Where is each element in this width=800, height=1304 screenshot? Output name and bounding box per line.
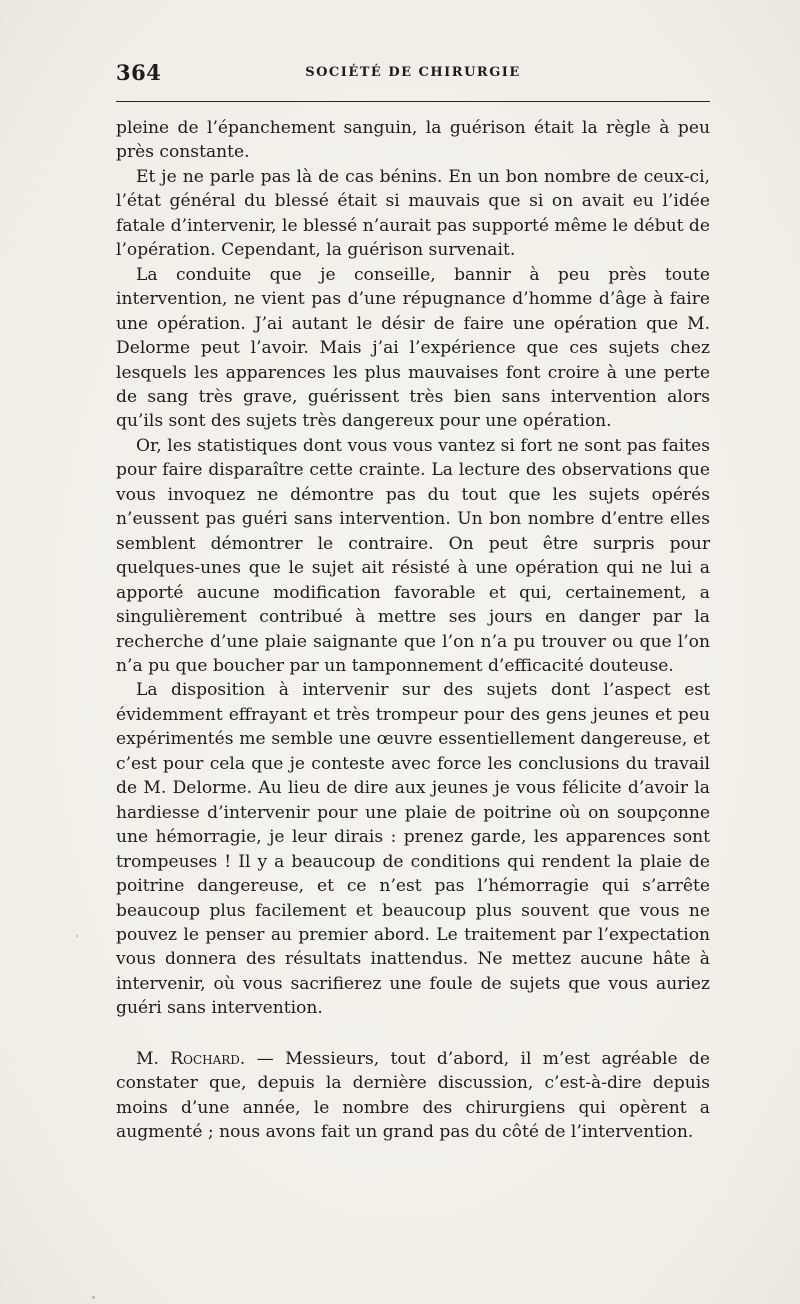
page-header: [116, 60, 710, 94]
speaker-name: M. Rochard.: [136, 1048, 246, 1069]
paragraph-5: La disposition à intervenir sur des sujets dont l’aspect est évidemment effrayant et très trompeur pour des gens jeunes et peu expérimentés me semble une œuvre essentiellement dangereuse, et c’est pour cela que je conteste avec force les conclusions du travail de M. Delorme. Au lieu de dire aux jeunes je vous félicite d’avoir la hardiesse d’intervenir pour une plaie de poitrine où on soupçonne une hémorragie, je leur dirais : prenez garde, les apparences sont trompeuses ! Il y a beaucoup de conditions qui rendent la plaie de poitrine dangereuse, et ce n’est pas l’hémorragie qui s’arrête beaucoup plus facilement et beaucoup plus souvent que vous ne pouvez le penser au premier abord. Le traitement par l’expectation vous donnera des résultats inattendus. Ne mettez aucune hâte à intervenir, où vous sacrifierez une foule de sujets que vous auriez guéri sans intervention.: [116, 680, 710, 1019]
page-number: 364: [116, 60, 162, 85]
paragraph-4: Or, les statistiques dont vous vous vantez si fort ne sont pas faites pour faire disparaître cette crainte. La lecture des observations que vous invoquez ne démontre pas du tout que les sujets opérés n’eussent pas guéri sans intervention. Un bon nombre d’entre elles semblent démontrer le contraire. On peut être surpris pour quelques-unes que le sujet ait résisté à une opération qui ne lui a apporté aucune modification favorable et qui, certainement, a singulièrement contribué à mettre ses jours en danger par la recherche d’une plaie saignante que l’on n’a pu trouver ou que l’on n’a pu que boucher par un tamponnement d’efficacité douteuse.: [116, 435, 710, 676]
paper-speck: [92, 1296, 95, 1299]
paper-speck: [76, 935, 78, 937]
paragraph-1: pleine de l’épanchement sanguin, la guérison était la règle à peu près constante.: [116, 118, 710, 163]
paragraph-6: [116, 1047, 710, 1145]
running-title: SOCIÉTÉ DE CHIRURGIE: [305, 65, 521, 80]
speaker-text: — Messieurs, tout d’abord, il m’est agréable de constater que, depuis la dernière discussion, c’est-à-dire depuis moins d’une année, le nombre des chirurgiens qui opèrent a augmenté ; nous avons fait un grand pas du côté de l’intervention.: [116, 1048, 710, 1143]
header-rule: [116, 101, 710, 102]
paragraph-3: La conduite que je conseille, bannir à peu près toute intervention, ne vient pas d’une répugnance d’homme d’âge à faire une opération. J’ai autant le désir de faire une opération que M. Delorme peut l’avoir. Mais j’ai l’expérience que ces sujets chez lesquels les apparences les plus mauvaises font croire à une perte de sang très grave, guérissent très bien sans intervention alors qu’ils sont des sujets très dangereux pour une opération.: [116, 264, 710, 432]
paragraph-2: Et je ne parle pas là de cas bénins. En un bon nombre de ceux-ci, l’état général du blessé était si mauvais que si on avait eu l’idée fatale d’intervenir, le blessé n’aurait pas supporté même le début de l’opération. Cependant, la guérison survenait.: [116, 166, 710, 261]
body-text: [116, 116, 710, 1145]
